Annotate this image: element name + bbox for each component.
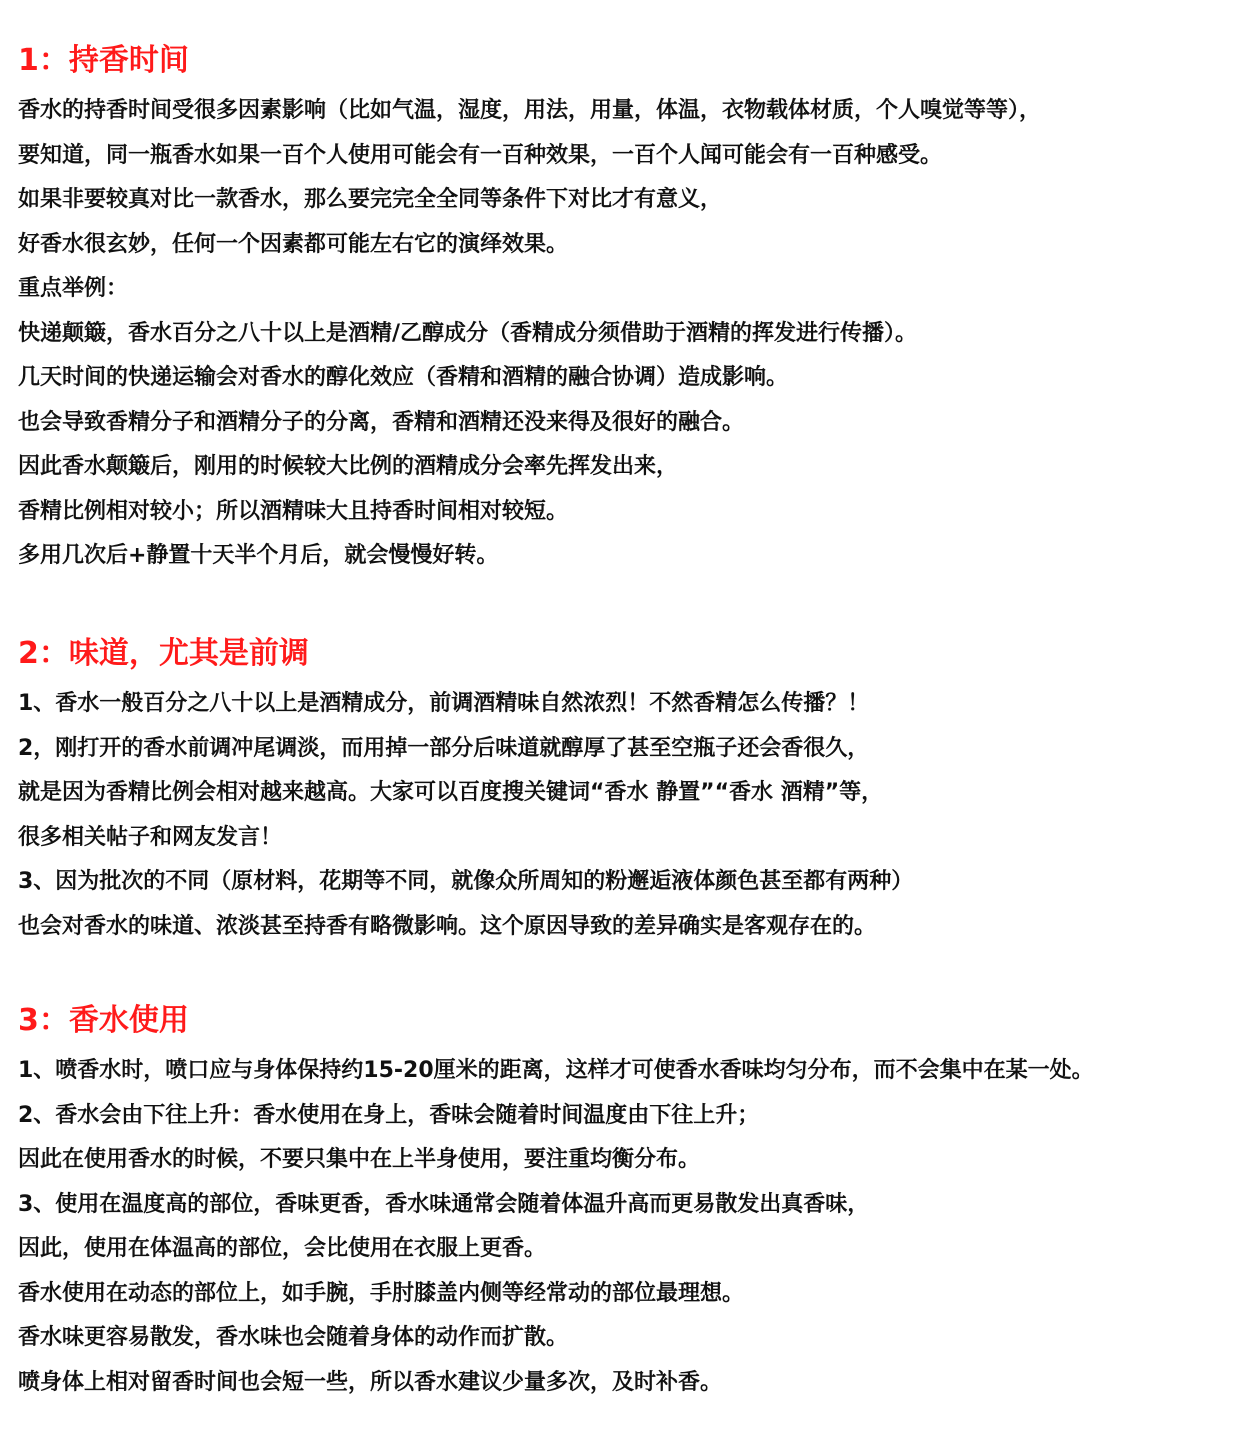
paragraph-line: 重点举例： bbox=[18, 276, 129, 301]
paragraph-line: 因此香水颠簸后，刚用的时候较大比例的酒精成分会率先挥发出来， bbox=[18, 454, 679, 479]
paragraph-line: 就是因为香精比例会相对越来越高。大家可以百度搜关键词“香水 静置”“香水 酒精”等， bbox=[18, 780, 884, 805]
paragraph-line: 香水味更容易散发，香水味也会随着身体的动作而扩散。 bbox=[18, 1325, 569, 1350]
section-title: 3：香水使用 bbox=[18, 1003, 189, 1038]
paragraph-line: 香水使用在动态的部位上，如手腕，手肘膝盖内侧等经常动的部位最理想。 bbox=[18, 1280, 745, 1306]
paragraph-line: 香精比例相对较小；所以酒精味大且持香时间相对较短。 bbox=[18, 498, 569, 524]
section-title: 2：味道，尤其是前调 bbox=[18, 636, 309, 671]
section-scent-top-notes bbox=[18, 626, 1234, 949]
paragraph-line: 2，刚打开的香水前调冲尾调淡，而用掉一部分后味道就醇厚了甚至空瓶子还会香很久， bbox=[18, 735, 870, 761]
section-perfume-usage bbox=[18, 993, 1234, 1405]
paragraph-line: 要知道，同一瓶香水如果一百个人使用可能会有一百种效果，一百个人闻可能会有一百种感受。 bbox=[18, 142, 943, 168]
paragraph-line: 2、香水会由下往上升：香水使用在身上，香味会随着时间温度由下往上升； bbox=[18, 1102, 760, 1128]
section-holding-time bbox=[18, 33, 1234, 579]
paragraph-line: 很多相关帖子和网友发言！ bbox=[18, 824, 283, 850]
paragraph-line: 多用几次后+静置十天半个月后，就会慢慢好转。 bbox=[18, 543, 499, 568]
paragraph-line: 如果非要较真对比一款香水，那么要完完全全同等条件下对比才有意义， bbox=[18, 187, 723, 212]
paragraph-line: 喷身体上相对留香时间也会短一些，所以香水建议少量多次，及时补香。 bbox=[18, 1369, 723, 1395]
paragraph-line: 好香水很玄妙，任何一个因素都可能左右它的演绎效果。 bbox=[18, 231, 569, 257]
paragraph-line: 也会导致香精分子和酒精分子的分离，香精和酒精还没来得及很好的融合。 bbox=[18, 409, 745, 435]
paragraph-line: 几天时间的快递运输会对香水的醇化效应（香精和酒精的融合协调）造成影响。 bbox=[18, 365, 789, 390]
paragraph-line: 香水的持香时间受很多因素影响（比如气温，湿度，用法，用量，体温，衣物载体材质，个人嗅觉等等）， bbox=[18, 98, 1042, 123]
paragraph-line: 因此在使用香水的时候，不要只集中在上半身使用，要注重均衡分布。 bbox=[18, 1147, 701, 1172]
paragraph-line: 3、因为批次的不同（原材料，花期等不同，就像众所周知的粉邂逅液体颜色甚至都有两种） bbox=[18, 869, 914, 894]
section-title: 1：持香时间 bbox=[18, 43, 189, 78]
paragraph-line: 3、使用在温度高的部位，香味更香，香水味通常会随着体温升高而更易散发出真香味， bbox=[18, 1191, 870, 1217]
paragraph-line: 快递颠簸，香水百分之八十以上是酒精/乙醇成分（香精成分须借助于酒精的挥发进行传播）。 bbox=[18, 320, 918, 346]
paragraph-line: 1、喷香水时，喷口应与身体保持约15-20厘米的距离，这样才可使香水香味均匀分布，而不会集中在某一处。 bbox=[18, 1058, 1094, 1083]
paragraph-line: 也会对香水的味道、浓淡甚至持香有略微影响。这个原因导致的差异确实是客观存在的。 bbox=[18, 913, 877, 939]
paragraph-line: 因此，使用在体温高的部位，会比使用在衣服上更香。 bbox=[18, 1236, 547, 1261]
paragraph-line: 1、香水一般百分之八十以上是酒精成分，前调酒精味自然浓烈！不然香精怎么传播？！ bbox=[18, 691, 870, 716]
